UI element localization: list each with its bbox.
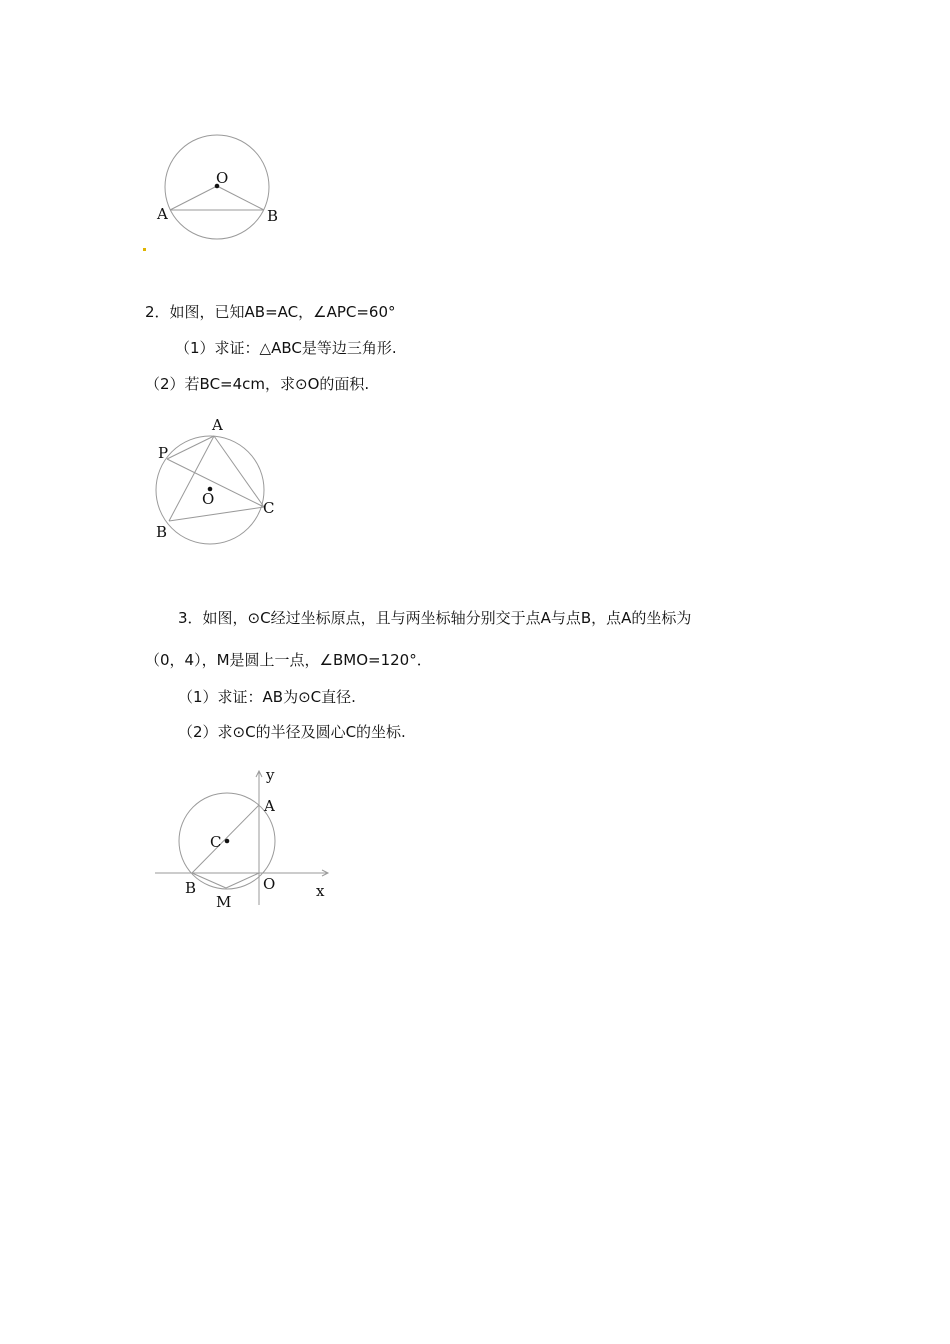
problem-2-stem: 2．如图，已知AB=AC，∠APC=60° [145, 303, 396, 321]
problem-2-part-1: （1）求证：△ABC是等边三角形. [175, 339, 397, 357]
problem-3-stem-line-2: （0，4），M是圆上一点，∠BMO=120°． [145, 651, 432, 669]
problem-3-stem-line-1: 3．如图，⊙C经过坐标原点，且与两坐标轴分别交于点A与点B，点A的坐标为 [178, 609, 692, 627]
radius-ob [217, 186, 264, 210]
label-a: A [157, 205, 168, 223]
label-o: O [216, 169, 229, 187]
label-b: B [267, 207, 279, 225]
label-c: C [210, 833, 222, 851]
figure-3-coordinate-circle [150, 763, 340, 913]
highlight-mark [143, 248, 146, 251]
segment-pc [167, 459, 264, 507]
problem-2-part-2: （2）若BC=4cm，求⊙O的面积. [145, 375, 370, 393]
radius-oa [170, 186, 217, 210]
diameter-ab [192, 805, 259, 873]
center-dot [225, 839, 230, 844]
label-a: A [264, 797, 275, 815]
label-b: B [185, 879, 197, 897]
problem-3-part-1: （1）求证：AB为⊙C直径. [178, 688, 356, 706]
label-y: y [266, 766, 275, 784]
figure-2-inscribed-triangle [150, 412, 285, 547]
label-m: M [216, 893, 232, 911]
figure-1-circle-chord [140, 125, 290, 255]
label-o: O [263, 875, 276, 893]
label-x: x [316, 882, 325, 900]
segment-bc [169, 507, 264, 521]
label-o: O [202, 490, 215, 508]
label-p: P [158, 444, 169, 462]
label-b: B [156, 523, 168, 541]
label-a: A [212, 416, 223, 434]
segment-ac [214, 436, 264, 507]
problem-3-part-2: （2）求⊙C的半径及圆心C的坐标. [178, 723, 406, 741]
label-c: C [263, 499, 275, 517]
